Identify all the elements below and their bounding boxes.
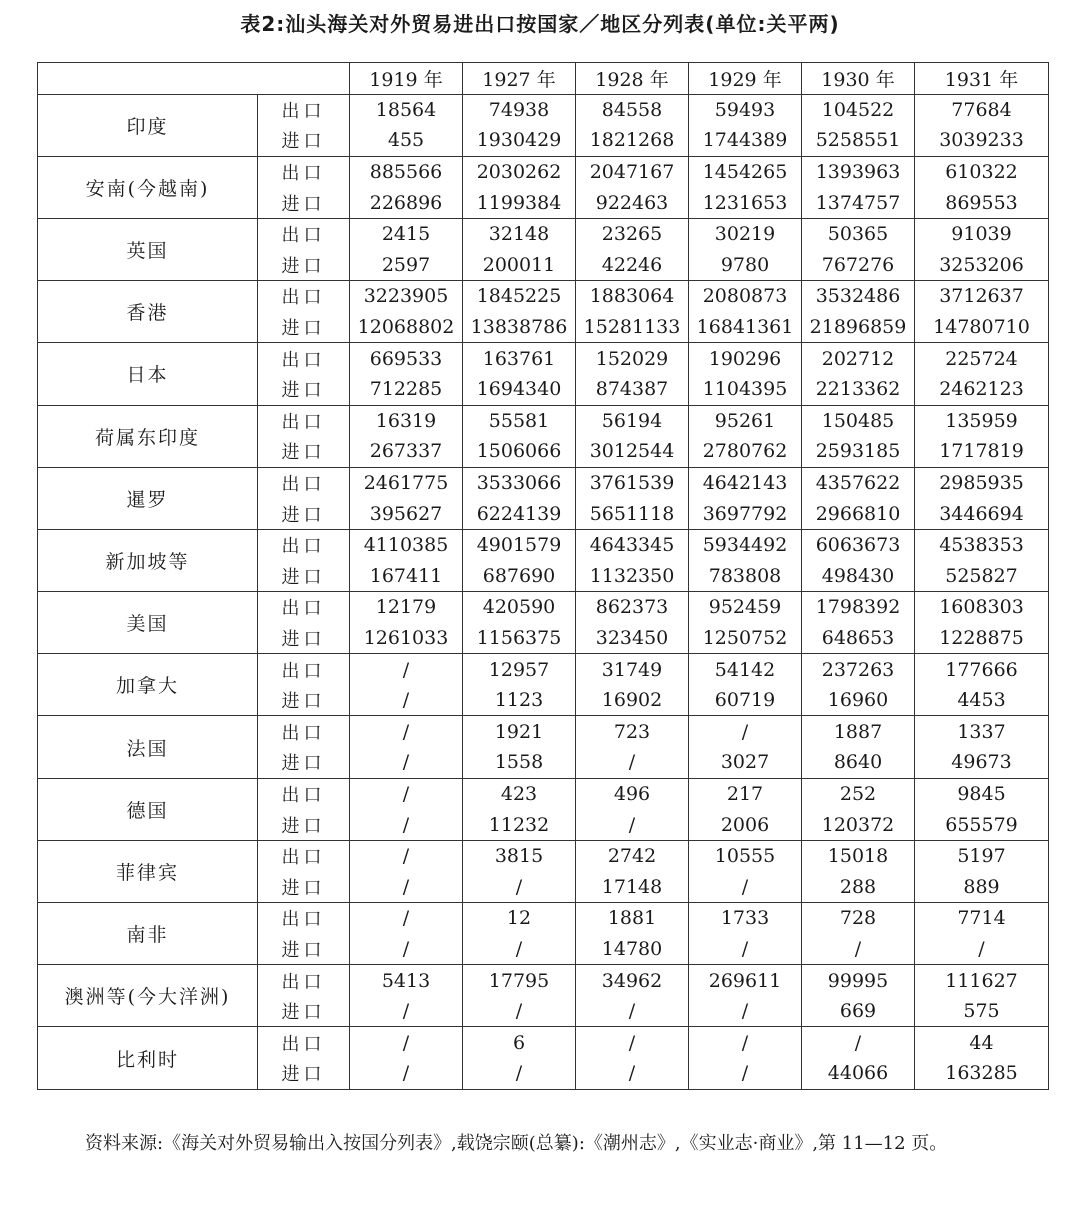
country-cell: 澳洲等(今大洋洲) [38, 965, 258, 1027]
import-label-cell: 进口 [258, 871, 350, 902]
table-row [38, 592, 1049, 623]
country-cell: 菲律宾 [38, 840, 258, 902]
import-value-cell: 1558 [463, 747, 576, 778]
import-value-cell: / [689, 934, 802, 965]
import-value-cell: 1123 [463, 685, 576, 716]
export-value-cell: 225724 [915, 343, 1049, 374]
export-value-cell: 54142 [689, 654, 802, 685]
import-value-cell: 5258551 [802, 125, 915, 156]
export-value-cell: 50365 [802, 218, 915, 249]
import-value-cell: 44066 [802, 1058, 915, 1089]
export-value-cell: / [689, 716, 802, 747]
import-value-cell: 1156375 [463, 623, 576, 654]
export-value-cell: / [350, 1027, 463, 1058]
export-value-cell: 610322 [915, 156, 1049, 187]
export-label-cell: 出口 [258, 467, 350, 498]
import-label-cell: 进口 [258, 561, 350, 592]
table-row [38, 840, 1049, 871]
import-value-cell: 869553 [915, 187, 1049, 218]
export-value-cell: 1733 [689, 903, 802, 934]
export-value-cell: 1887 [802, 716, 915, 747]
export-value-cell: 152029 [576, 343, 689, 374]
import-label-cell: 进口 [258, 1058, 350, 1089]
import-label-cell: 进口 [258, 934, 350, 965]
import-value-cell: 2597 [350, 250, 463, 281]
import-value-cell: 21896859 [802, 312, 915, 343]
export-value-cell: 269611 [689, 965, 802, 996]
import-value-cell: 11232 [463, 809, 576, 840]
import-value-cell: 49673 [915, 747, 1049, 778]
export-value-cell: 6 [463, 1027, 576, 1058]
import-value-cell: / [350, 996, 463, 1027]
export-value-cell: 2985935 [915, 467, 1049, 498]
import-label-cell: 进口 [258, 685, 350, 716]
export-label-cell: 出口 [258, 840, 350, 871]
import-value-cell: 16902 [576, 685, 689, 716]
country-cell: 南非 [38, 903, 258, 965]
import-value-cell: 655579 [915, 809, 1049, 840]
export-value-cell: 7714 [915, 903, 1049, 934]
export-value-cell: 31749 [576, 654, 689, 685]
import-value-cell: / [689, 996, 802, 1027]
import-value-cell: 1199384 [463, 187, 576, 218]
export-label-cell: 出口 [258, 281, 350, 312]
export-value-cell: 12 [463, 903, 576, 934]
export-value-cell: 952459 [689, 592, 802, 623]
export-label-cell: 出口 [258, 654, 350, 685]
import-value-cell: 395627 [350, 498, 463, 529]
import-value-cell: 200011 [463, 250, 576, 281]
export-value-cell: 10555 [689, 840, 802, 871]
table-row [38, 467, 1049, 498]
table-row [38, 654, 1049, 685]
import-value-cell: / [463, 871, 576, 902]
export-value-cell: 150485 [802, 405, 915, 436]
import-value-cell: / [463, 1058, 576, 1089]
export-value-cell: 177666 [915, 654, 1049, 685]
import-value-cell: / [350, 934, 463, 965]
import-value-cell: 712285 [350, 374, 463, 405]
export-value-cell: 84558 [576, 94, 689, 125]
import-value-cell: 455 [350, 125, 463, 156]
export-value-cell: 4538353 [915, 529, 1049, 560]
header-corner-cell [38, 63, 350, 95]
export-value-cell: 1608303 [915, 592, 1049, 623]
table-title: 表2:汕头海关对外贸易进出口按国家／地区分列表(单位:关平两) [240, 12, 840, 36]
export-label-cell: 出口 [258, 965, 350, 996]
import-value-cell: 12068802 [350, 312, 463, 343]
export-value-cell: 728 [802, 903, 915, 934]
import-value-cell: 17148 [576, 871, 689, 902]
country-cell: 加拿大 [38, 654, 258, 716]
import-value-cell: 1228875 [915, 623, 1049, 654]
import-value-cell: / [350, 809, 463, 840]
import-label-cell: 进口 [258, 436, 350, 467]
import-value-cell: 3027 [689, 747, 802, 778]
year-header: 1919 年 [350, 63, 463, 95]
table-row [38, 281, 1049, 312]
export-label-cell: 出口 [258, 778, 350, 809]
import-value-cell: / [350, 871, 463, 902]
import-value-cell: 2593185 [802, 436, 915, 467]
import-value-cell: 1744389 [689, 125, 802, 156]
import-value-cell: 60719 [689, 685, 802, 716]
import-label-cell: 进口 [258, 125, 350, 156]
export-value-cell: 163761 [463, 343, 576, 374]
import-value-cell: 226896 [350, 187, 463, 218]
import-label-cell: 进口 [258, 312, 350, 343]
export-value-cell: 9845 [915, 778, 1049, 809]
export-value-cell: 1337 [915, 716, 1049, 747]
import-value-cell: 2966810 [802, 498, 915, 529]
import-value-cell: 1132350 [576, 561, 689, 592]
import-label-cell: 进口 [258, 809, 350, 840]
import-value-cell: / [463, 934, 576, 965]
export-value-cell: 3532486 [802, 281, 915, 312]
export-value-cell: 59493 [689, 94, 802, 125]
export-value-cell: 3761539 [576, 467, 689, 498]
export-label-cell: 出口 [258, 405, 350, 436]
table-row [38, 218, 1049, 249]
export-value-cell: 202712 [802, 343, 915, 374]
import-value-cell: / [915, 934, 1049, 965]
export-value-cell: / [576, 1027, 689, 1058]
import-value-cell: 1717819 [915, 436, 1049, 467]
import-value-cell: / [350, 1058, 463, 1089]
import-value-cell: 15281133 [576, 312, 689, 343]
year-header: 1930 年 [802, 63, 915, 95]
table-row [38, 903, 1049, 934]
export-value-cell: 862373 [576, 592, 689, 623]
export-value-cell: 32148 [463, 218, 576, 249]
export-value-cell: 1845225 [463, 281, 576, 312]
export-value-cell: 12957 [463, 654, 576, 685]
export-value-cell: 420590 [463, 592, 576, 623]
country-cell: 香港 [38, 281, 258, 343]
country-cell: 安南(今越南) [38, 156, 258, 218]
import-value-cell: 1250752 [689, 623, 802, 654]
import-value-cell: 767276 [802, 250, 915, 281]
import-label-cell: 进口 [258, 498, 350, 529]
export-value-cell: 74938 [463, 94, 576, 125]
import-value-cell: 3039233 [915, 125, 1049, 156]
source-note: 资料来源:《海关对外贸易输出入按国分列表》,载饶宗颐(总纂):《潮州志》,《实业志·商业》,第 11—12 页。 [85, 1133, 948, 1154]
import-value-cell: 874387 [576, 374, 689, 405]
import-value-cell: 16960 [802, 685, 915, 716]
import-value-cell: 575 [915, 996, 1049, 1027]
export-label-cell: 出口 [258, 94, 350, 125]
import-value-cell: 783808 [689, 561, 802, 592]
country-cell: 日本 [38, 343, 258, 405]
table-row [38, 405, 1049, 436]
export-value-cell: / [350, 840, 463, 871]
import-value-cell: / [350, 685, 463, 716]
export-label-cell: 出口 [258, 716, 350, 747]
export-value-cell: 885566 [350, 156, 463, 187]
import-value-cell: 3012544 [576, 436, 689, 467]
export-value-cell: 237263 [802, 654, 915, 685]
import-value-cell: 323450 [576, 623, 689, 654]
import-value-cell: 42246 [576, 250, 689, 281]
import-value-cell: / [576, 996, 689, 1027]
export-value-cell: 95261 [689, 405, 802, 436]
export-value-cell: 496 [576, 778, 689, 809]
country-cell: 美国 [38, 592, 258, 654]
import-value-cell: 288 [802, 871, 915, 902]
year-header: 1928 年 [576, 63, 689, 95]
import-value-cell: 3253206 [915, 250, 1049, 281]
table-row [38, 94, 1049, 125]
export-value-cell: 3712637 [915, 281, 1049, 312]
import-value-cell: 8640 [802, 747, 915, 778]
import-label-cell: 进口 [258, 374, 350, 405]
export-value-cell: / [350, 903, 463, 934]
table-row [38, 343, 1049, 374]
table-row [38, 965, 1049, 996]
export-value-cell: / [689, 1027, 802, 1058]
import-label-cell: 进口 [258, 996, 350, 1027]
export-label-cell: 出口 [258, 156, 350, 187]
export-value-cell: 5934492 [689, 529, 802, 560]
export-value-cell: 44 [915, 1027, 1049, 1058]
export-label-cell: 出口 [258, 592, 350, 623]
export-value-cell: 12179 [350, 592, 463, 623]
import-value-cell: / [576, 809, 689, 840]
import-value-cell: 6224139 [463, 498, 576, 529]
import-value-cell: 1930429 [463, 125, 576, 156]
import-value-cell: 498430 [802, 561, 915, 592]
import-value-cell: 5651118 [576, 498, 689, 529]
export-value-cell: 3223905 [350, 281, 463, 312]
trade-table [37, 62, 1049, 1090]
export-value-cell: 1454265 [689, 156, 802, 187]
country-cell: 法国 [38, 716, 258, 778]
import-value-cell: 1261033 [350, 623, 463, 654]
export-value-cell: 2047167 [576, 156, 689, 187]
year-header: 1927 年 [463, 63, 576, 95]
export-value-cell: 1883064 [576, 281, 689, 312]
country-cell: 荷属东印度 [38, 405, 258, 467]
country-cell: 德国 [38, 778, 258, 840]
import-value-cell: 2780762 [689, 436, 802, 467]
import-value-cell: 3697792 [689, 498, 802, 529]
import-value-cell: 16841361 [689, 312, 802, 343]
import-value-cell: 1104395 [689, 374, 802, 405]
import-value-cell: 267337 [350, 436, 463, 467]
year-header: 1929 年 [689, 63, 802, 95]
table-row [38, 156, 1049, 187]
export-value-cell: 669533 [350, 343, 463, 374]
export-value-cell: 99995 [802, 965, 915, 996]
export-value-cell: 2030262 [463, 156, 576, 187]
import-value-cell: 687690 [463, 561, 576, 592]
import-value-cell: 2006 [689, 809, 802, 840]
table-row [38, 716, 1049, 747]
export-value-cell: 190296 [689, 343, 802, 374]
import-value-cell: / [463, 996, 576, 1027]
export-value-cell: / [350, 716, 463, 747]
export-value-cell: 23265 [576, 218, 689, 249]
export-value-cell: 1798392 [802, 592, 915, 623]
export-value-cell: 17795 [463, 965, 576, 996]
table-row [38, 778, 1049, 809]
import-value-cell: / [689, 871, 802, 902]
export-value-cell: 15018 [802, 840, 915, 871]
country-cell: 比利时 [38, 1027, 258, 1089]
export-label-cell: 出口 [258, 218, 350, 249]
export-value-cell: 16319 [350, 405, 463, 436]
import-value-cell: 1694340 [463, 374, 576, 405]
export-value-cell: 2461775 [350, 467, 463, 498]
export-value-cell: 6063673 [802, 529, 915, 560]
export-value-cell: 111627 [915, 965, 1049, 996]
import-value-cell: / [802, 934, 915, 965]
export-value-cell: 4643345 [576, 529, 689, 560]
import-value-cell: 1821268 [576, 125, 689, 156]
export-label-cell: 出口 [258, 1027, 350, 1058]
export-value-cell: 2080873 [689, 281, 802, 312]
export-value-cell: / [802, 1027, 915, 1058]
import-label-cell: 进口 [258, 250, 350, 281]
export-value-cell: 18564 [350, 94, 463, 125]
import-value-cell: 648653 [802, 623, 915, 654]
export-value-cell: 4901579 [463, 529, 576, 560]
export-value-cell: 104522 [802, 94, 915, 125]
export-value-cell: 1921 [463, 716, 576, 747]
import-value-cell: 3446694 [915, 498, 1049, 529]
export-value-cell: 723 [576, 716, 689, 747]
import-value-cell: 14780 [576, 934, 689, 965]
country-cell: 暹罗 [38, 467, 258, 529]
export-value-cell: 55581 [463, 405, 576, 436]
import-value-cell: 2462123 [915, 374, 1049, 405]
export-value-cell: 4110385 [350, 529, 463, 560]
export-value-cell: 5413 [350, 965, 463, 996]
export-value-cell: 135959 [915, 405, 1049, 436]
export-value-cell: 77684 [915, 94, 1049, 125]
import-value-cell: 1231653 [689, 187, 802, 218]
import-value-cell: / [689, 1058, 802, 1089]
import-label-cell: 进口 [258, 623, 350, 654]
table-row [38, 1027, 1049, 1058]
table-row [38, 529, 1049, 560]
export-value-cell: 252 [802, 778, 915, 809]
export-value-cell: 3815 [463, 840, 576, 871]
export-value-cell: 1393963 [802, 156, 915, 187]
year-header: 1931 年 [915, 63, 1049, 95]
import-value-cell: 669 [802, 996, 915, 1027]
import-value-cell: / [350, 747, 463, 778]
import-label-cell: 进口 [258, 187, 350, 218]
import-value-cell: 1374757 [802, 187, 915, 218]
import-value-cell: 163285 [915, 1058, 1049, 1089]
import-value-cell: / [576, 747, 689, 778]
import-value-cell: / [576, 1058, 689, 1089]
country-cell: 新加坡等 [38, 529, 258, 591]
country-cell: 印度 [38, 94, 258, 156]
import-value-cell: 13838786 [463, 312, 576, 343]
import-value-cell: 9780 [689, 250, 802, 281]
import-value-cell: 922463 [576, 187, 689, 218]
import-value-cell: 2213362 [802, 374, 915, 405]
import-value-cell: 167411 [350, 561, 463, 592]
export-value-cell: / [350, 778, 463, 809]
export-value-cell: 2415 [350, 218, 463, 249]
export-value-cell: 1881 [576, 903, 689, 934]
export-value-cell: 4642143 [689, 467, 802, 498]
import-value-cell: 1506066 [463, 436, 576, 467]
export-value-cell: 56194 [576, 405, 689, 436]
export-value-cell: 3533066 [463, 467, 576, 498]
export-value-cell: 423 [463, 778, 576, 809]
table-body [38, 94, 1049, 1089]
export-value-cell: 30219 [689, 218, 802, 249]
export-value-cell: 2742 [576, 840, 689, 871]
import-label-cell: 进口 [258, 747, 350, 778]
export-value-cell: 34962 [576, 965, 689, 996]
import-value-cell: 120372 [802, 809, 915, 840]
export-label-cell: 出口 [258, 903, 350, 934]
export-value-cell: 4357622 [802, 467, 915, 498]
export-value-cell: 217 [689, 778, 802, 809]
import-value-cell: 14780710 [915, 312, 1049, 343]
header-row [38, 63, 1049, 95]
export-label-cell: 出口 [258, 343, 350, 374]
import-value-cell: 4453 [915, 685, 1049, 716]
import-value-cell: 889 [915, 871, 1049, 902]
export-label-cell: 出口 [258, 529, 350, 560]
country-cell: 英国 [38, 218, 258, 280]
export-value-cell: 5197 [915, 840, 1049, 871]
export-value-cell: 91039 [915, 218, 1049, 249]
import-value-cell: 525827 [915, 561, 1049, 592]
export-value-cell: / [350, 654, 463, 685]
